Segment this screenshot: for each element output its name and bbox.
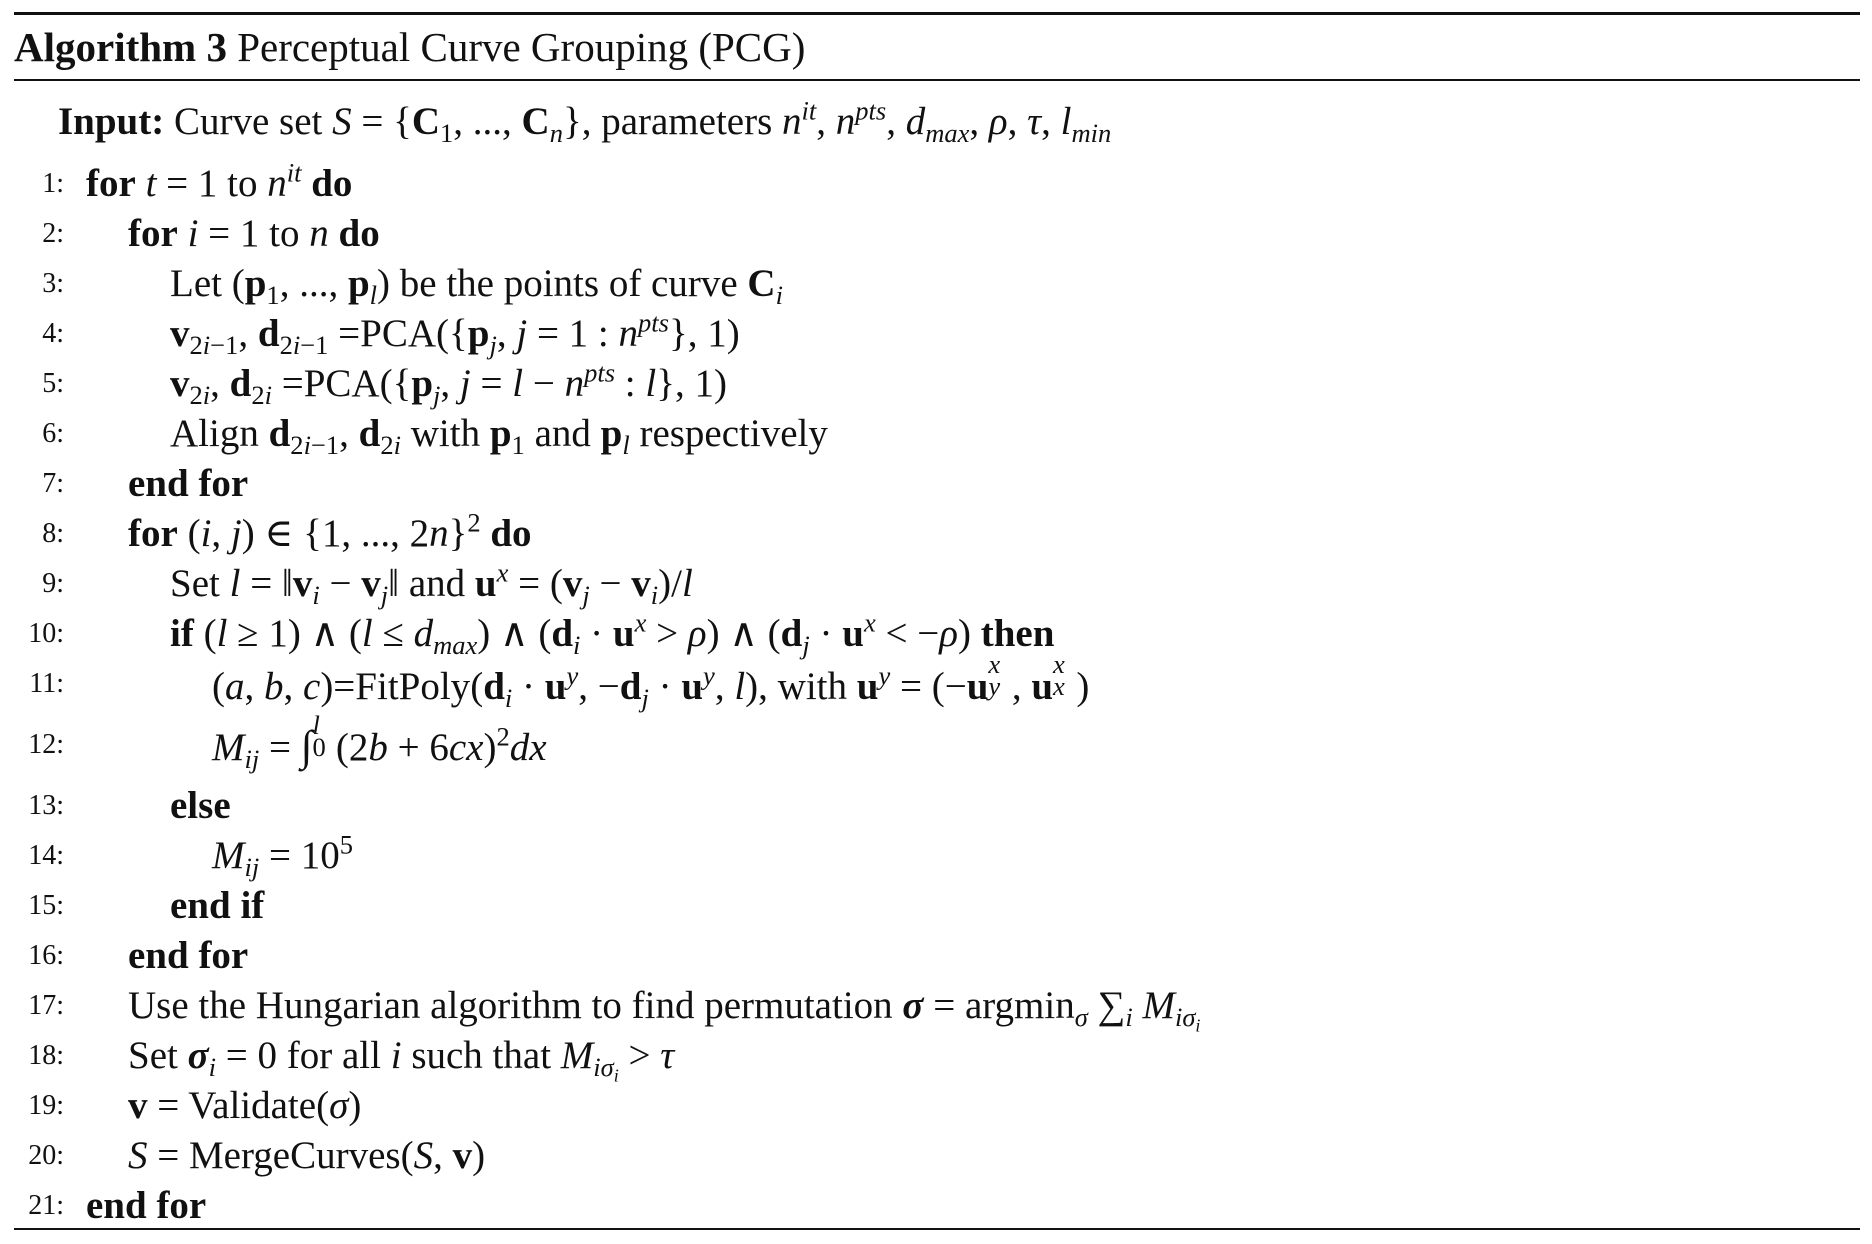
line-code: for i = 1 to n do [128,212,380,255]
algo-line-10 [14,607,1860,660]
input-label: Input: [58,100,165,143]
algorithm-block [14,12,1860,1227]
algo-line-5 [14,357,1860,410]
line-number: 15: [28,890,64,921]
algo-line-16 [14,932,1860,982]
top-rule [14,12,1860,15]
line-code: Set $l = ‖v_i$ − $v_j‖$ and $u^x = (v_j - v_i)/l$ [170,557,693,610]
algo-line-9 [14,557,1860,610]
caption-title: Perceptual Curve Grouping (PCG) [237,24,806,70]
algo-line-7 [14,460,1860,510]
line-number: 21: [28,1190,64,1221]
line-code: $M_{ij}$ = ∫ l 0 $(2b + 6cx)^2dx$ [212,709,547,774]
algo-line-14 [14,829,1860,882]
algo-line-17 [14,982,1860,1036]
algorithm-lines [14,157,1860,1232]
line-number: 5: [42,368,64,399]
algo-line-4 [14,307,1860,360]
line-number: 1: [42,168,64,199]
caption-label: Algorithm 3 [14,24,227,70]
line-number: 19: [28,1090,64,1121]
algo-line-15 [14,882,1860,932]
line-code: (a, b, $c)=FitPoly(d_i \cdot u^y$, $-d_j \cdot u^y$, l), with $u^y = (-u$ x y , u x x ) [212,648,1090,713]
line-code: end for [128,462,249,505]
algo-line-13 [14,782,1860,832]
line-code: $v_{2i}$, $d_{2i} =PCA(\{p_j$, $j = l - n^{pts}$ : l}, 1) [170,357,727,410]
line-number: 16: [28,940,64,971]
line-code: else [170,784,231,827]
line-code: if (l ≥ 1) ∧ $(l \le d_{max})$ ∧ $(d_i \cdot u^x > \rho)$ ∧ $(d_j \cdot u^x < -\rho)$ then [170,607,1055,660]
line-code: for (i, j) ∈ {1, ..., 2n}$^2$ do [128,507,532,555]
bottom-rule [14,1228,1860,1230]
line-number: 7: [42,468,64,499]
line-code: v = Validate(σ) [128,1084,362,1127]
line-number: 18: [28,1040,64,1071]
line-code: end for [128,934,249,977]
line-number: 3: [42,268,64,299]
line-number: 11: [29,668,64,699]
line-number: 20: [28,1140,64,1171]
line-code: $v_{2i-1}$, $d_{2i-1} =PCA(\{p_j$, j = 1 : $n^{pts}$}, 1) [170,307,740,360]
algorithm-caption [14,23,1860,71]
line-code: $M_{ij} = 10^5$ [212,829,353,882]
line-number: 6: [42,418,64,449]
input-line: Input: Curve set $S = \{C_1$, ..., $C_n$}, parameters $n^{it}$, $n^{pts}$, $d_{max}$, ρ, τ, $l_{min}$ [58,95,1112,148]
algo-line-12 [14,709,1860,782]
line-number: 9: [42,568,64,599]
line-number: 8: [42,518,64,549]
algo-line-11 [14,648,1860,721]
line-code: S = MergeCurves(S, v) [128,1134,486,1177]
algo-line-2 [14,210,1860,260]
line-number: 4: [42,318,64,349]
line-code: Let ($p_1$, ..., $p_l$) be the points of curve $C_i$ [170,262,783,310]
line-number: 10: [28,618,64,649]
line-number: 2: [42,218,64,249]
line-number: 13: [28,790,64,821]
line-code: Align $d_{2i-1}$, $d_{2i}$ with $p_1$ and $p_l$ respectively [170,412,828,460]
algo-line-3 [14,260,1860,310]
algo-line-6 [14,410,1860,460]
line-code: for t = 1 to $n^{it}$ do [86,157,353,205]
line-number: 12: [28,729,64,760]
line-code: end for [86,1184,207,1227]
algo-line-21 [14,1182,1860,1232]
line-code: Use the Hungarian algorithm to find permutation σ = argmin$_\sigma$ $\sum_i$ $M_{i\sigma_i}$ [128,984,1201,1036]
algo-line-8 [14,507,1860,560]
algo-line-20 [14,1132,1860,1182]
algo-line-18 [14,1032,1860,1086]
algo-line-19 [14,1082,1860,1132]
algo-line-1 [14,157,1860,210]
line-code: end if [170,884,265,927]
line-number: 14: [28,840,64,871]
line-code: Set $\sigma_i = 0$ for all i such that $M_{i\sigma_i} > \tau$ [128,1034,675,1086]
line-number: 17: [28,990,64,1021]
mid-rule [14,79,1860,81]
